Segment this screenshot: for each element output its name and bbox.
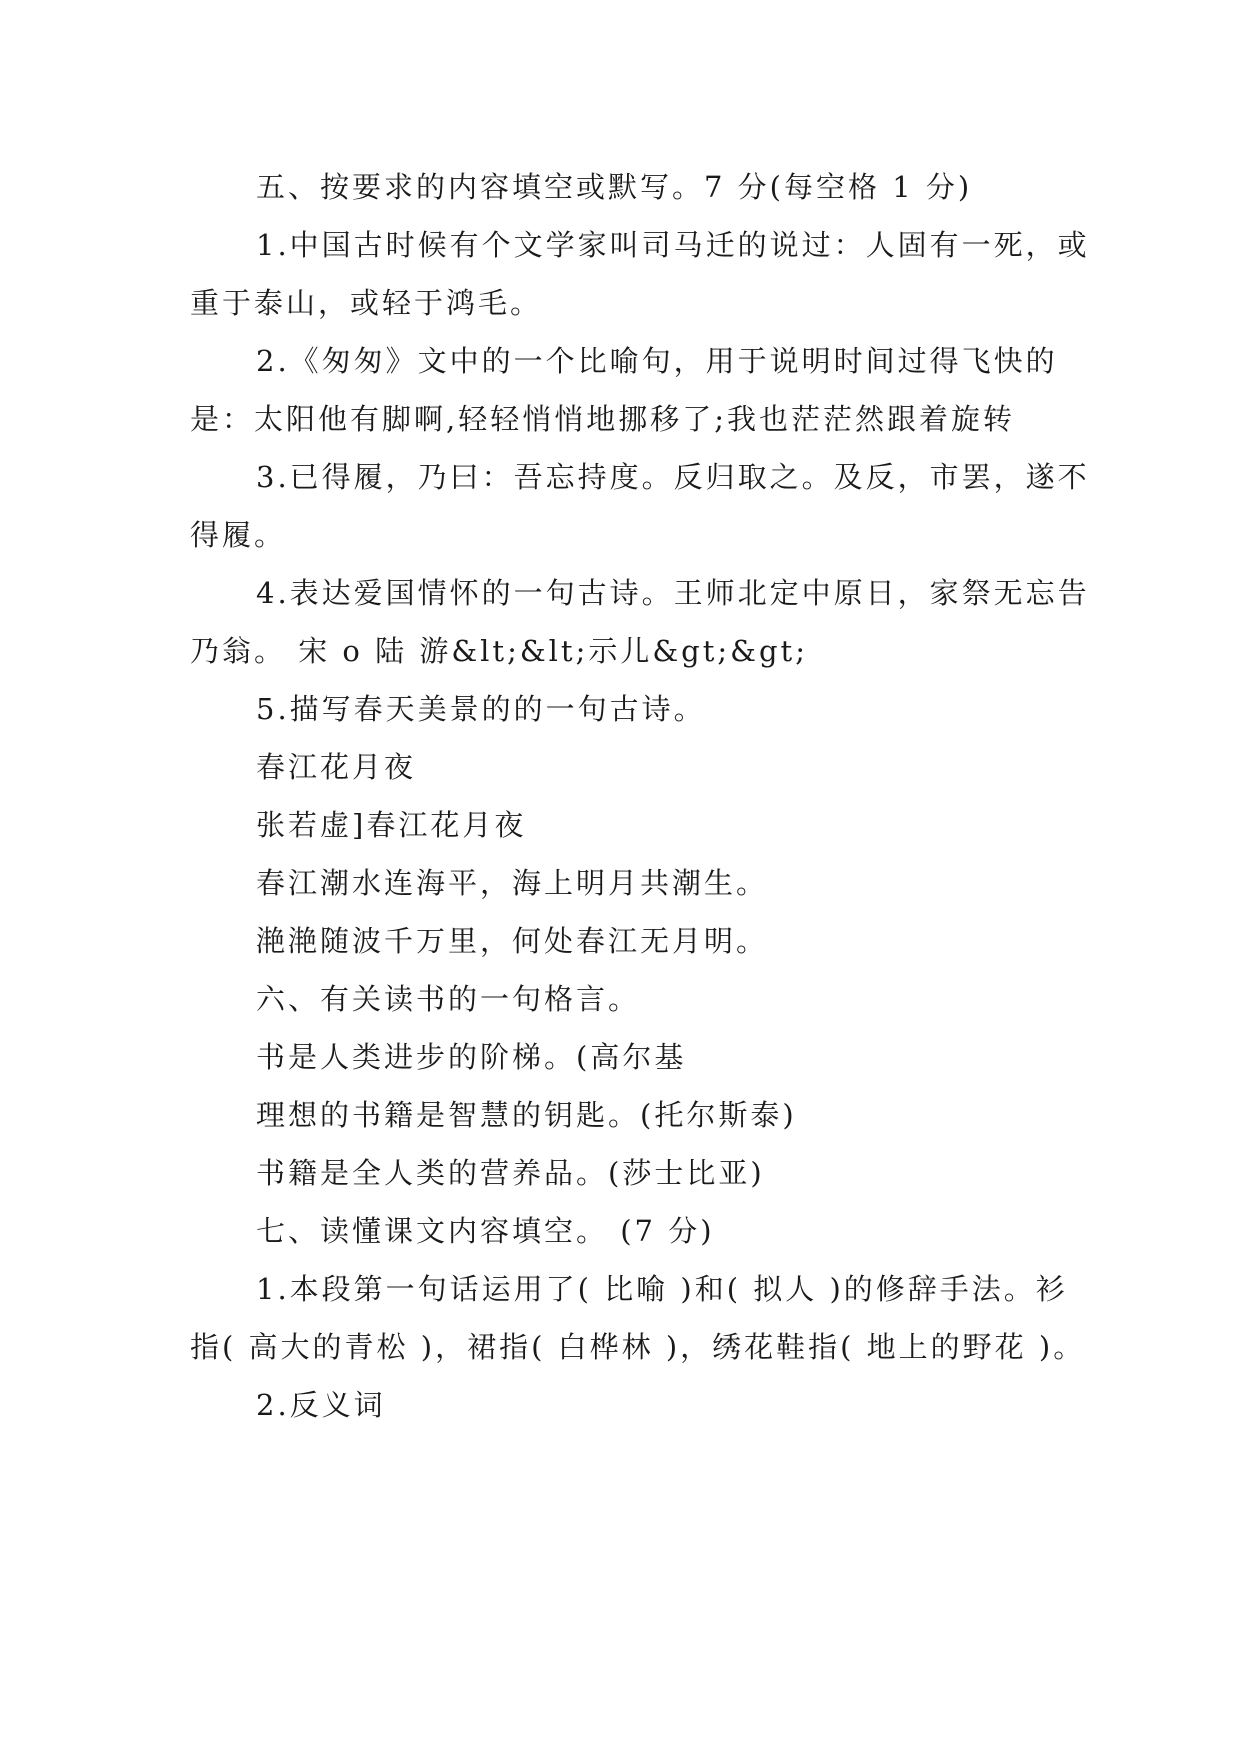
question-5-3: 3.已得履，乃曰：吾忘持度。反归取之。及反，市罢，遂不得履。 (190, 460, 1090, 552)
question-5-1: 1.中国古时候有个文学家叫司马迁的说过：人固有一死，或重于泰山，或轻于鸿毛。 (190, 228, 1090, 320)
quote-3: 书籍是全人类的营养品。(莎士比亚) (256, 1156, 765, 1190)
section-7-heading: 七、读懂课文内容填空。 (7 分) (256, 1214, 715, 1248)
question-7-2: 2.反义词 (256, 1388, 386, 1422)
document-body (190, 158, 1090, 1434)
poem-line-2: 滟滟随波千万里，何处春江无月明。 (256, 924, 769, 958)
poem-title: 春江花月夜 (256, 750, 417, 784)
section-6-heading: 六、有关读书的一句格言。 (256, 982, 641, 1016)
question-5-5: 5.描写春天美景的的一句古诗。 (256, 692, 706, 726)
question-7-1: 1.本段第一句话运用了( 比喻 )和( 拟人 )的修辞手法。衫指( 高大的青松 )，裙指( 白桦林 )，绣花鞋指( 地上的野花 )。 (190, 1272, 1086, 1364)
quote-1: 书是人类进步的阶梯。(高尔基 (256, 1040, 687, 1074)
poem-line-1: 春江潮水连海平，海上明月共潮生。 (256, 866, 769, 900)
question-5-4: 4.表达爱国情怀的一句古诗。王师北定中原日，家祭无忘告乃翁。 宋 o 陆 游&lt;&lt;示儿&gt;&gt; (190, 576, 1090, 668)
question-5-2: 2.《匆匆》文中的一个比喻句，用于说明时间过得飞快的是：太阳他有脚啊,轻轻悄悄地挪移了;我也茫茫然跟着旋转 (190, 344, 1058, 436)
poem-author-line: 张若虚]春江花月夜 (256, 808, 527, 842)
section-5-heading: 五、按要求的内容填空或默写。7 分(每空格 1 分) (256, 170, 973, 204)
quote-2: 理想的书籍是智慧的钥匙。(托尔斯泰) (256, 1098, 797, 1132)
